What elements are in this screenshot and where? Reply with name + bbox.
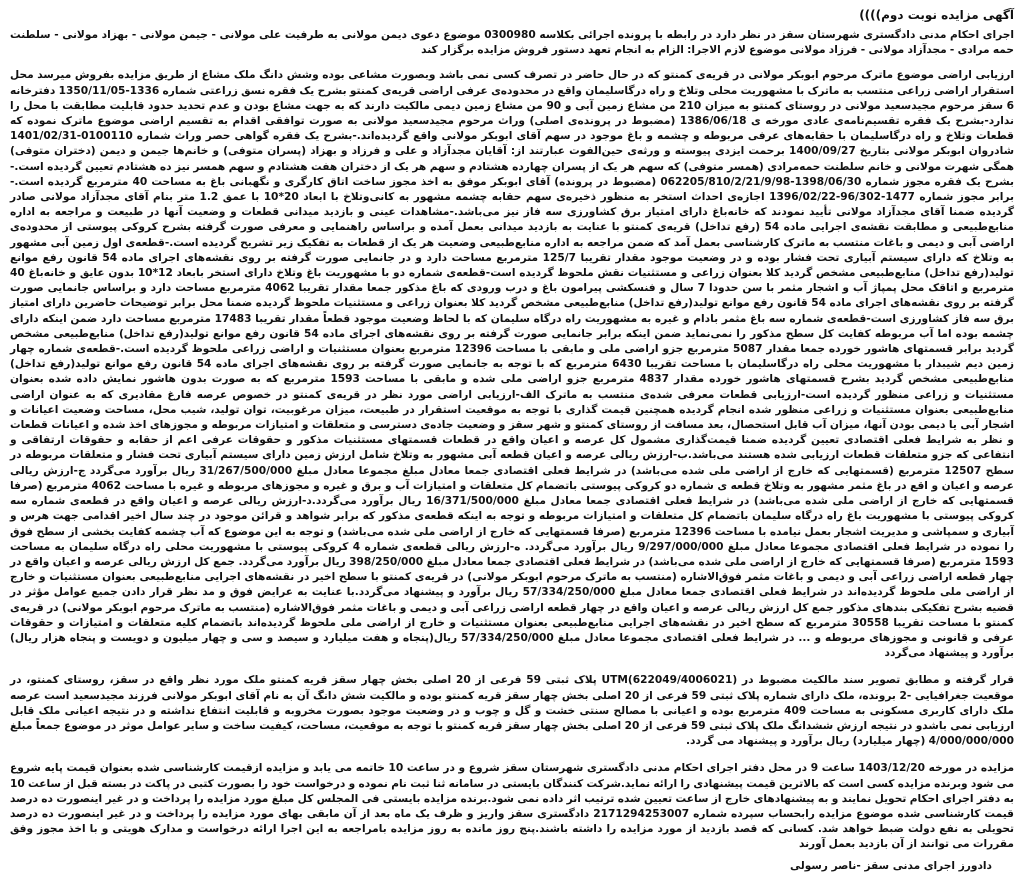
- notice-description-paragraph: ارزیابی اراضی موضوع ماترک مرحوم ابوبکر مولانی در قریه‌ی کمنتو که در حال حاضر در تصرف کسی نمی باشد وبصورت مشاعی بوده وشش دانگ ملک مشاع از طریق مزایده بفروش میرسد محل استقرار اراضی زراعی منتسب به ماترک با مشهوریت محلی وتلاخ و راه درگاسلیمان واقع در محدوده‌ی عرفی اراضی قریه‌ی کمنتو بشرح یک فقره نسق زراعتی شماره 1336-1350/11/05 دفترخانه 6 سقز مرحوم مجیدسعید مولانی در روستای کمنتو به میزان 210 من مشاع زمین آبی و 90 من مشاع زمین دیمی مالکیت دارند که به جهت مشاع بودن و عدم تحدید حدود قابلیت مطابقت با محل را ندارد-بشرح یک فقره تقسیم‌نامه‌ی عادی مورخه ی 1386/06/18 (مضبوط در پرونده‌ی اصلی) وراث مرحوم مجیدسعید مولانی به صورت توافقی اقدام به تقسیم اراضی موضوع ماترک نموده که قطعات وتلاخ و راه درگاسلیمان با حقابه‌های عرفی مربوطه و چشمه و باغ موجود در سهم آقای ابوبکر مولانی واقع گردیده‌اند.-بشرح یک فقره گواهی حصر وراث شماره 0100110-1401/02/31 شادروان ابوبکر مولانی بتاریخ 1400/09/27 برحمت ایزدی پیوسته و ورثه‌ی حین‌الفوت عبارتند از: آقایان مجدآزاد و علی و فرزاد و بهزاد (پسران متوفی) و خانم‌ها جیمن و دیمن (دختران متوفی) همگی شهرت مولانی و خانم سلطنت حمه‌مرادی (همسر متوفی) که سهم هر یک از پسران چهارده هشتادم و سهم هر یک از دختران هفت هشتادم و سهم همسر نیز ده هشتادم تعیین گردیده است.-بشرح یک فقره مجوز شماره 1398/06/30-062205/810/2/21/9/98 (مضبوط در پرونده) آقای ابوبکر موفق به اخذ مجوز ساخت اتاق کارگری و نگهبانی باغ به مساحت 40 مترمربع گردیده است.-برابر مجوز شماره 1477-96/302-1396/02/22 اجازه‌ی احداث استخر به منظور ذخیره‌ی سهم حقابه چشمه مشهور به کانی‌وتلاخ با ابعاد 20*10 با عمق 1.2 متر بنام آقای مجدآزاد مولانی صادر گردیده ضمنا آقای مجدآزاد مولانی تأیید نمودند که خانه‌باغ دارای امتیاز برق کشاورزی سه فاز نیز می‌باشد.-مشاهدات عینی و بازدید میدانی قطعات و وضعیت آنها در طبیعت و مراجعه به اداره منابع‌طبیعی و مطابقت نقشه‌ی اجرایی ماده 54 (رفع تداخل) قریه‌ی کمنتو با عنایت به بازدید میدانی بعمل آمده و براساس راهنمایی و معرفی صورت گرفته بشرح کروکی پیوستی از محدوده‌ی اراضی آبی و دیمی و باغات منتسب به ماترک کارشناسی بعمل آمد که ضمن مراجعه به اداره منابع‌طبیعی وضعیت هر یک از قطعات به تفکیک زیر تشریح گردیده است.-قطعه‌ی اول زمین آبی مشهور به وتلاخ که دارای سیستم آبیاری تحت فشار بوده و در وضعیت موجود مقدار تقریبا 125/7 مترمربع مساحت دارد و در جانمایی صورت گرفته بر روی نقشه‌های اجرای ماده 54 قانون رفع موانع تولید(رفع تداخل) منابع‌طبیعی مشخص گردید کلا بعنوان زراعی و مستثنیات نقش ملحوظ گردیده است-قطعه‌ی شماره دو با مشهوریت باغ وتلاخ دارای استخر بابعاد 12*10 بدون عایق و خانه‌باغ 40 مترمربع و اتاقک محل پمپاژ آب و اشجار مثمر با سن حدودا 7 سال و فنسکشی پیرامون باغ و درب ورودی که باغ مذکور جمعا مقدار تقریبا 4062 مترمربع مساحت دارد و براساس جانمایی صورت گرفته بر روی نقشه‌های اجرای ماده 54 قانون رفع موانع تولید(رفع تداخل) منابع‌طبیعی مشخص گردید کلا بعنوان زراعی و مستثنیات ملحوظ گردیده ضمنا محل برابر توضیحات حاضرین دارای امتیاز برق سه فاز کشاورزی است-قطعه‌ی شماره سه باغ مثمر بادام و غیره به مشهوریت راه درگاه سلیمان که با لحاظ وضعیت موجود قطعاً مقدار تقریبا 17483 مترمربع مساحت دارد ضمن اینکه دارای چشمه بوده اما آب مربوطه کفایت کل سطح مذکور را نمی‌نماید ضمن اینکه برابر جانمایی صورت گرفته بر روی نقشه‌های اجرای ماده 54 قانون رفع موانع تولید(رفع تداخل) منابع‌طبیعی مشخص گردید برابر قسمتهای هاشور خورده جمعا مقدار 5087 مترمربع جزو اراضی ملی و مابقی با مساحت 12396 مترمربع بعنوان مستثنیات و اراضی زراعی ملحوظ گردیده است.-قطعه‌ی شماره چهار زمین دیم شیبدار با مشهوریت محلی راه درگاسلیمان با مساحت تقریبا 6430 مترمربع که با توجه به جانمایی صورت گرفته بر روی نقشه‌های اجرای ماده 54 قانون رفع موانع تولید(رفع تداخل) منابع‌طبیعی مشخص گردید بشرح قسمتهای هاشور خورده مقدار 4837 مترمربع جزو اراضی ملی شده و مابقی با مساحت 1593 مترمربع که به صورت بدون هاشور نمایش داده شده بعنوان مستثنیات و زراعی منظور گردیده است-ارزیابی قطعات معرفی شده‌ی منتسب به ماترک الف-ارزیابی اراضی مورد نظر در قریه‌ی کمنتو در خصوص عرصه فارغ مقادیری که به عنوان اراضی منابع‌طبیعی بعنوان مستثنیات و زراعی منظور شده انجام گردیده همچنین قیمت گذاری با توجه به موقعیت استقرار در طبیعت، میزان مرغوبیت، توان تولید، شیب محل، مساحت وضعیت اعیانات و اشجار آبی یا دیمی بودن آنها، میزان آب قابل استحصال، بعد مسافت از روستای کمنتو و شهر سقز و وضعیت جاده‌ی دسترسی و متعلقات و امتیازات مربوطه و مجوزهای اخذ شده و اعیانات قطعات و نظر به شرایط فعلی اقتصادی تعیین گردیده ضمنا قیمت‌گذاری مشمول کل عرصه و اعیان واقع در قطعات قسمتهای مستثنیات مذکور و حقوقات عرفی اعم از حقابه و حقوقات ارتفاقی و انتفاعی که جزو متعلقات قطعات ارزیابی شده هستند می‌باشد.ب-ارزش ریالی عرصه و اعیان قطعه آبی مشهور به وتلاخ شامل ارزش زمین دارای سیستم آبیاری تحت فشار و متعلقات مربوطه در سطح 12507 مترمربع (قسمتهایی که خارج از اراضی ملی شده می‌باشد) در شرایط فعلی اقتصادی جمعا معادل مبلغ مجموعا معادل مبلغ 31/267/500/000 ریال برآورد می‌گردد ج-ارزش ریالی عرصه و اعیان و اقع در باغ مثمر مشهور به وتلاخ قطعه ی شماره دو کروکی پیوستی باتضمام کل متعلقات و امتیازات آب و برق و غیره و مجوزهای مربوطه و غیره با مساحت 4062 مترمربع (صرفا قسمتهایی که خارج از اراضی ملی شده می‌باشد) در شرایط فعلی اقتصادی جمعا معادل مبلغ 16/371/500/000 ریال برآورد می‌گردد.د-ارزش ریالی عرصه و اعیان واقع در قطعه‌ی شماره سه کروکی پیوستی با مشهوریت باغ راه درگاه سلیمان باتضمام کل متعلقات و امتیازات مربوطه و توجه به اینکه قطعه‌ی مذکور که برابر شواهد و قرائن موجود در چند سال اخیر اقدامی جهت هرس و آبیاری و سمپاشی و مدیریت اشجار بعمل نیامده با مساحت 12396 مترمربع (صرفا قسمتهایی که خارج از اراضی ملی شده می‌باشد) و توجه به این موضوع که آب چشمه کفایت بخشی از سطح فوق را نموده در شرایط فعلی اقتصادی مجموعا معادل مبلغ 9/297/000/000 ریال برآورد می‌گردد. ه-ارزش ریالی قطعه‌ی شماره 4 کروکی پیوستی با مشهوریت محلی راه درگاه سلیمان به مساحت 1593 مترمربع (صرفا قسمتهایی که خارج از اراضی ملی شده می‌باشد) در شرایط فعلی اقتصادی جمعا معادل مبلغ 398/250/000 ریال برآورد می‌گردد. جمع کل ارزش ریالی عرصه و اعیان واقع در چهار قطعه اراضی زراعی آبی و دیمی و باغات مثمر فوق‌الاشاره (منتسب به ماترک مرحوم ابوبکر مولانی) در قریه‌ی کمنتو با سطح اخیر در نقشه‌های اجرایی منابع‌طبیعی بعنوان مستثنیات و خارج از اراضی ملی ملحوظ گردیده‌اند در شرایط فعلی اقتصادی جمعا معادل مبلغ 57/334/250/000 ریال برآورد و پیشنهاد می‌گردد.با عنایت به عرایض فوق و مد نظر قرار دادن جمیع عوامل مؤثر در قضیه بشرح تفکیکی بندهای مذکور جمع کل ارزش ریالی عرصه و اعیان واقع در چهار قطعه اراضی زراعی آبی و دیمی و باغات مثمر فوق‌الاشاره (منتسب به ماترک مرحوم ابوبکر مولانی) در قریه‌ی کمنتو با مساحت تقریبا 30558 مترمربع که سطح اخیر در نقشه‌های اجرایی منابع‌طبیعی بعنوان مستثنیات و خارج از اراضی ملی ملحوظ گردیده‌اند باتضمام کلیه متعلقات و امتیازات و حقوقات عرفی و قانونی و مجوزهای مربوطه و ... در شرایط فعلی اقتصادی مجموعا معادل مبلغ 57/334/250/000 ریال(پنجاه و هفت میلیارد و سیصد و سی و چهار میلیون و دویست و پنجاه هزار ریال) برآورد و پیشنهاد می‌گردد: [10, 69, 1015, 660]
- paragraph-spacer: [10, 661, 1014, 673]
- paragraph-spacer: [10, 749, 1014, 761]
- paragraph-spacer: [10, 58, 1014, 68]
- notice-signature: دادورز اجرای مدنی سقز -ناصر رسولی: [790, 859, 992, 872]
- notice-intro-paragraph: اجرای احکام مدنی دادگستری شهرستان سقز در نظر دارد در رابطه با پرونده اجرائی بکلاسه 0300980 موضوع دعوی دیمن مولانی به طرفیت علی مولانی - جیمن مولانی - بهزاد مولانی - سلطنت حمه مرادی - مجدآزاد مولانی - فرزاد مولانی موضوع لازم الاجرا: الزام به انجام تعهد دستور فروش مزایده برگزار کند: [10, 29, 1014, 57]
- notice-auction-paragraph: مزایده در مورخه 1403/12/20 ساعت 9 در محل دفتر اجرای احکام مدنی دادگستری شهرستان سقز شروع و در ساعت 10 خاتمه می یابد و مزایده ازقیمت کارشناسی شده بعنوان قیمت پایه شروع می شود وبرنده مزایده کسی است که بالاترین قیمت پیشنهادی را ارائه نماید.شرکت کنندگان بایستی در سامانه ثنا ثبت نام نموده و درخواست خود را بصورت کتبی در پاکت در بسته قبل از ساعت 10 به دفتر اجرای احکام تحویل نمایند و به پیشنهادهای خارج از ساعت تعیین شده ترتیب اثر داده نمی شود.برنده مزایده بایستی فی المجلس کل مبلغ مورد مزایده را پرداخت و در غیر اینصورت ده درصد قیمت کارشناسی شده موضوع مزایده رابحساب سپرده شماره 2171294253007 دادگستری سقز واریز و ظرف یک ماه بعد از آن مابقی بهای مورد مزایده را پرداخت و در غیر اینصورت ده درصد تحویلی به نفع دولت ضبط خواهد شد. کسانی که قصد بازدید از مورد مزایده را داشته باشند.پنج روز مانده به روز مزایده بامراجعه به این اجرا ارائه درخواست و مدارک هویتی و با اخذ مجوز وفق مقررات می توانند از آن بازدید بعمل آورند: [10, 762, 1014, 851]
- notice-title: آگهی مزایده نوبت دوم)))): [859, 8, 1014, 22]
- notice-item2-paragraph: قرار گرفته و مطابق تصویر سند مالکیت مضبوط در UTM(622049/4006021) پلاک ثبتی 59 فرعی از 20 اصلی بخش چهار سقز قریه کمنتو ملک مورد نظر واقع در سقز، روستای کمنتو، در موقعیت جغرافیایی -2 برونده، ملک دارای شماره پلاک ثبتی 59 فرعی از 20 اصلی بخش چهار سقز قریه کمنتو بوده و مالکیت شش دانگ آن به نام آقای ابوبکر مولانی فرزند مجیدسعید است عرصه ملک دارای کاربری مسکونی به مساحت 409 مترمربع بوده و اعیانی با مصالح سنتی خشت و گل و چوب و در وضعیت موجود بصورت مخروبه و قابلیت انتفاع نداشته و در نتیجه اعیانی ملک قابل ارزیابی نمی باشدو در نتیجه ارزش ششدانگ ملک پلاک ثبتی 59 فرعی از 20 اصلی بخش چهار سقز قریه کمنتو با توجه به موقعیت، مساحت، کیفیت ساخت و سایر عوامل موثر در موضوع جمعاً مبلغ 4/000/000/000 (چهار میلیارد) ریال برآورد و پیشنهاد می گردد.: [10, 674, 1015, 748]
